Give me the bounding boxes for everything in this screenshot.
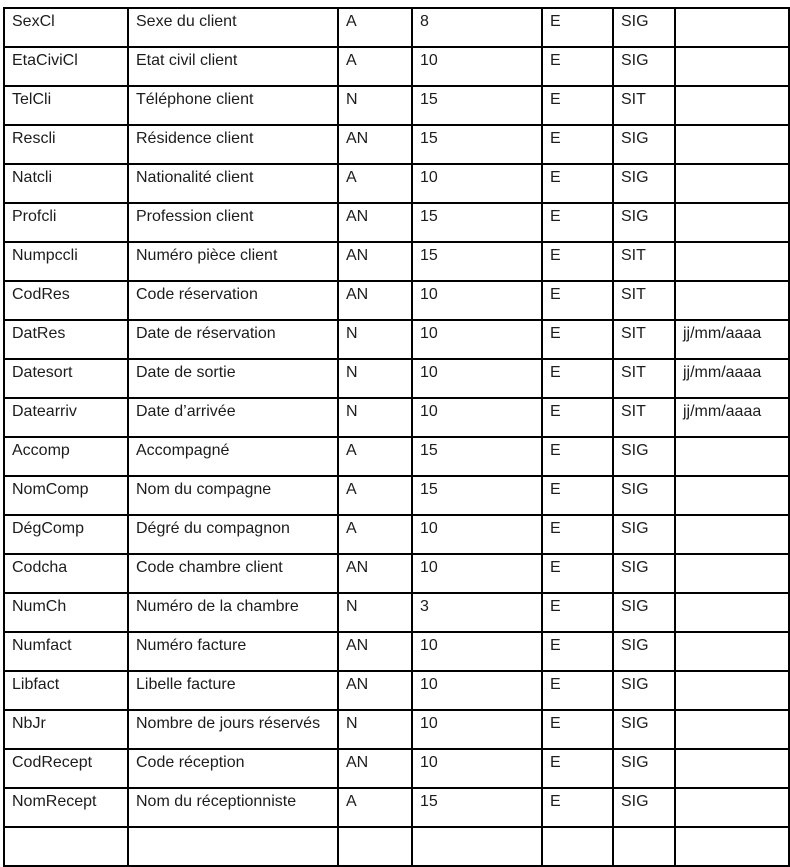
table-row — [4, 788, 789, 827]
cell-designation: Téléphone client — [128, 86, 338, 125]
cell-nature: E — [542, 320, 613, 359]
cell-code: Numfact — [4, 632, 128, 671]
cell-designation: Sexe du client — [128, 8, 338, 47]
cell-nature: E — [542, 359, 613, 398]
cell-source: SIG — [613, 788, 675, 827]
cell-type — [338, 827, 412, 866]
cell-format — [675, 47, 789, 86]
cell-format — [675, 827, 789, 866]
cell-format — [675, 242, 789, 281]
cell-source: SIG — [613, 47, 675, 86]
cell-size: 10 — [412, 47, 542, 86]
cell-size: 15 — [412, 86, 542, 125]
cell-code: Codcha — [4, 554, 128, 593]
table-row — [4, 320, 789, 359]
cell-code — [4, 827, 128, 866]
cell-format — [675, 788, 789, 827]
cell-size: 10 — [412, 632, 542, 671]
cell-nature: E — [542, 398, 613, 437]
cell-code: NumCh — [4, 593, 128, 632]
table-row — [4, 710, 789, 749]
cell-size: 8 — [412, 8, 542, 47]
cell-designation: Dégré du compagnon — [128, 515, 338, 554]
cell-size: 15 — [412, 203, 542, 242]
cell-nature: E — [542, 242, 613, 281]
cell-type: AN — [338, 671, 412, 710]
cell-type: A — [338, 164, 412, 203]
table-row — [4, 203, 789, 242]
cell-nature: E — [542, 788, 613, 827]
cell-nature: E — [542, 437, 613, 476]
cell-nature: E — [542, 515, 613, 554]
cell-code: Rescli — [4, 125, 128, 164]
cell-nature: E — [542, 47, 613, 86]
cell-code: Profcli — [4, 203, 128, 242]
cell-size: 15 — [412, 437, 542, 476]
cell-code: NomComp — [4, 476, 128, 515]
cell-format — [675, 515, 789, 554]
cell-format — [675, 593, 789, 632]
cell-source: SIT — [613, 281, 675, 320]
cell-size: 10 — [412, 515, 542, 554]
cell-type: AN — [338, 554, 412, 593]
cell-source: SIG — [613, 476, 675, 515]
cell-source: SIG — [613, 515, 675, 554]
cell-format — [675, 632, 789, 671]
cell-nature: E — [542, 8, 613, 47]
cell-source — [613, 827, 675, 866]
cell-size: 10 — [412, 281, 542, 320]
cell-designation: Numéro pièce client — [128, 242, 338, 281]
cell-code: TelCli — [4, 86, 128, 125]
table-row — [4, 476, 789, 515]
cell-size: 10 — [412, 398, 542, 437]
cell-nature: E — [542, 125, 613, 164]
cell-format — [675, 164, 789, 203]
cell-source: SIG — [613, 203, 675, 242]
table-row — [4, 749, 789, 788]
cell-type: N — [338, 320, 412, 359]
cell-source: SIG — [613, 632, 675, 671]
cell-type: N — [338, 398, 412, 437]
cell-type: N — [338, 86, 412, 125]
cell-type: A — [338, 788, 412, 827]
cell-code: NbJr — [4, 710, 128, 749]
cell-source: SIT — [613, 398, 675, 437]
cell-code: EtaCiviCl — [4, 47, 128, 86]
cell-type: A — [338, 515, 412, 554]
table-row — [4, 515, 789, 554]
cell-code: Natcli — [4, 164, 128, 203]
cell-designation: Nom du compagne — [128, 476, 338, 515]
cell-format — [675, 281, 789, 320]
cell-source: SIT — [613, 242, 675, 281]
data-dictionary-table — [3, 7, 790, 867]
cell-size: 3 — [412, 593, 542, 632]
cell-source: SIG — [613, 671, 675, 710]
cell-source: SIG — [613, 710, 675, 749]
cell-designation: Nationalité client — [128, 164, 338, 203]
cell-nature: E — [542, 203, 613, 242]
table-row — [4, 632, 789, 671]
cell-designation: Etat civil client — [128, 47, 338, 86]
cell-type: AN — [338, 203, 412, 242]
cell-nature: E — [542, 593, 613, 632]
cell-nature: E — [542, 632, 613, 671]
cell-format — [675, 554, 789, 593]
cell-nature: E — [542, 281, 613, 320]
cell-source: SIG — [613, 437, 675, 476]
cell-format — [675, 86, 789, 125]
cell-type: A — [338, 476, 412, 515]
cell-code: CodRecept — [4, 749, 128, 788]
cell-nature: E — [542, 164, 613, 203]
cell-designation: Résidence client — [128, 125, 338, 164]
cell-size: 15 — [412, 788, 542, 827]
cell-designation — [128, 827, 338, 866]
cell-type: AN — [338, 242, 412, 281]
cell-type: AN — [338, 281, 412, 320]
cell-designation: Nom du réceptionniste — [128, 788, 338, 827]
table-row — [4, 8, 789, 47]
cell-nature: E — [542, 476, 613, 515]
cell-size: 10 — [412, 320, 542, 359]
cell-designation: Date de sortie — [128, 359, 338, 398]
cell-nature: E — [542, 671, 613, 710]
table-row — [4, 242, 789, 281]
table-row — [4, 281, 789, 320]
cell-format — [675, 710, 789, 749]
table-row — [4, 359, 789, 398]
cell-format: jj/mm/aaaa — [675, 359, 789, 398]
cell-format — [675, 671, 789, 710]
cell-format: jj/mm/aaaa — [675, 320, 789, 359]
cell-code: DégComp — [4, 515, 128, 554]
cell-code: CodRes — [4, 281, 128, 320]
cell-designation: Date de réservation — [128, 320, 338, 359]
cell-designation: Numéro de la chambre — [128, 593, 338, 632]
cell-designation: Libelle facture — [128, 671, 338, 710]
cell-source: SIT — [613, 359, 675, 398]
cell-type: AN — [338, 749, 412, 788]
cell-type: N — [338, 710, 412, 749]
cell-code: Accomp — [4, 437, 128, 476]
cell-source: SIG — [613, 164, 675, 203]
cell-designation: Numéro facture — [128, 632, 338, 671]
cell-source: SIG — [613, 593, 675, 632]
cell-format — [675, 749, 789, 788]
cell-code: Datesort — [4, 359, 128, 398]
cell-nature: E — [542, 554, 613, 593]
cell-size: 10 — [412, 710, 542, 749]
cell-format — [675, 203, 789, 242]
table-row — [4, 125, 789, 164]
cell-size: 10 — [412, 554, 542, 593]
cell-format — [675, 8, 789, 47]
cell-format — [675, 437, 789, 476]
cell-format — [675, 476, 789, 515]
table-row — [4, 671, 789, 710]
cell-size: 10 — [412, 749, 542, 788]
cell-code: NomRecept — [4, 788, 128, 827]
cell-code: Datearriv — [4, 398, 128, 437]
cell-size: 15 — [412, 125, 542, 164]
cell-size: 10 — [412, 164, 542, 203]
cell-type: A — [338, 8, 412, 47]
cell-size: 10 — [412, 359, 542, 398]
cell-source: SIG — [613, 749, 675, 788]
cell-size — [412, 827, 542, 866]
cell-designation: Code réception — [128, 749, 338, 788]
cell-designation: Nombre de jours réservés — [128, 710, 338, 749]
cell-format — [675, 125, 789, 164]
cell-designation: Date d’arrivée — [128, 398, 338, 437]
cell-source: SIG — [613, 554, 675, 593]
cell-code: Libfact — [4, 671, 128, 710]
cell-size: 15 — [412, 242, 542, 281]
cell-designation: Code chambre client — [128, 554, 338, 593]
cell-nature: E — [542, 710, 613, 749]
cell-designation: Profession client — [128, 203, 338, 242]
cell-type: AN — [338, 125, 412, 164]
table-row — [4, 593, 789, 632]
cell-source: SIG — [613, 8, 675, 47]
cell-size: 10 — [412, 671, 542, 710]
table-row — [4, 47, 789, 86]
table-body — [4, 8, 789, 866]
table-row-partial — [4, 827, 789, 866]
cell-type: A — [338, 47, 412, 86]
cell-code: Numpccli — [4, 242, 128, 281]
cell-source: SIG — [613, 125, 675, 164]
cell-nature: E — [542, 86, 613, 125]
cell-type: N — [338, 593, 412, 632]
cell-type: AN — [338, 632, 412, 671]
cell-type: A — [338, 437, 412, 476]
cell-code: SexCl — [4, 8, 128, 47]
cell-source: SIT — [613, 86, 675, 125]
cell-source: SIT — [613, 320, 675, 359]
table-row — [4, 437, 789, 476]
cell-nature: E — [542, 749, 613, 788]
table-row — [4, 86, 789, 125]
cell-size: 15 — [412, 476, 542, 515]
table-row — [4, 164, 789, 203]
table-row — [4, 398, 789, 437]
table-row — [4, 554, 789, 593]
cell-format: jj/mm/aaaa — [675, 398, 789, 437]
cell-type: N — [338, 359, 412, 398]
cell-designation: Accompagné — [128, 437, 338, 476]
cell-designation: Code réservation — [128, 281, 338, 320]
cell-nature — [542, 827, 613, 866]
cell-code: DatRes — [4, 320, 128, 359]
